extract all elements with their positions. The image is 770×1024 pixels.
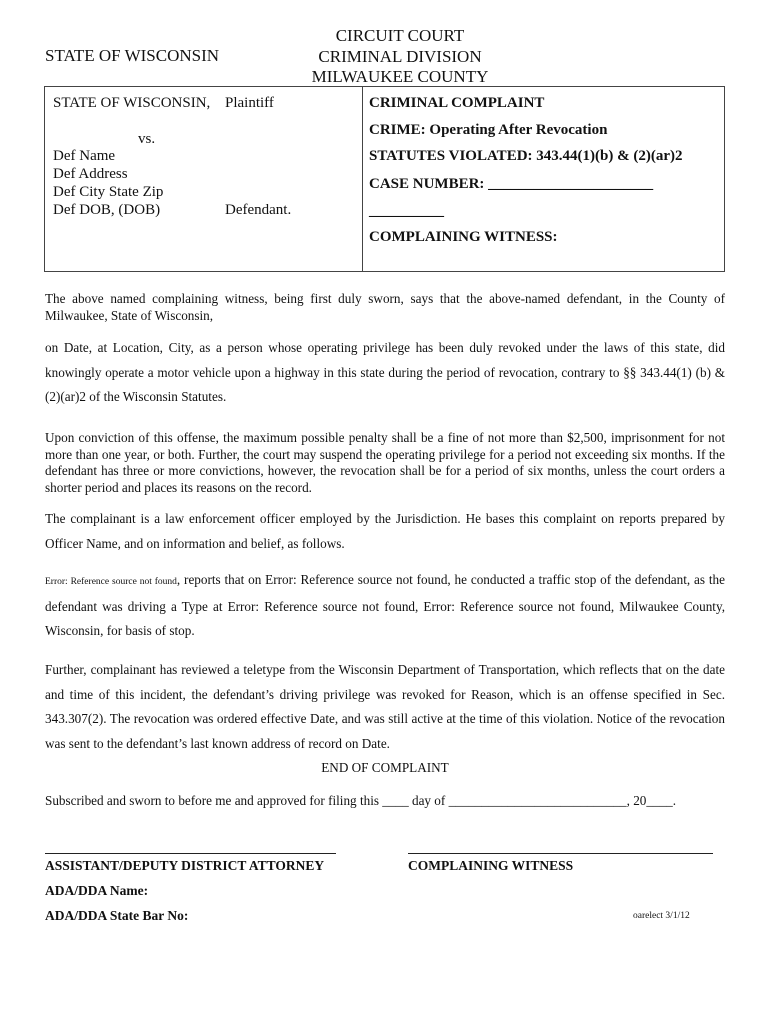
defendant-city: Def City State Zip <box>53 184 164 200</box>
paragraph-traffic-stop <box>45 568 725 644</box>
court-line-1: CIRCUIT COURT <box>335 26 465 45</box>
end-of-complaint: END OF COMPLAINT <box>321 760 449 775</box>
paragraph-teletype: Further, complainant has reviewed a teletype from the Wisconsin Department of Transportation, which reflects that on the date and time of this incident, the defendant’s driving privilege was revoked for Reason, which is an offense specified in Sec. 343.307(2). The revocation was ordered effective Date, and was still active at the time of this violation. Notice of the revocation was sent to the defendant’s last known address of record on Date. <box>45 662 725 751</box>
subscribed-line: Subscribed and sworn to before me and approved for filing this ____ day of ___________________________, 20____. <box>45 793 677 808</box>
court-line-2: CRIMINAL DIVISION <box>318 46 482 66</box>
versus: vs. <box>138 131 156 147</box>
ada-signature-line[interactable] <box>45 853 336 854</box>
case-number: CASE NUMBER: ______________________ <box>369 176 654 192</box>
paragraph-complainant: The complainant is a law enforcement officer employed by the Jurisdiction. He bases this complaint on reports prepared by Officer Name, and on information and belief, as follows. <box>45 511 725 551</box>
witness-title: COMPLAINING WITNESS <box>408 858 574 873</box>
defendant-address: Def Address <box>53 166 128 182</box>
defendant-dob: Def DOB, (DOB) <box>53 202 161 218</box>
paragraph-sworn: The above named complaining witness, being first duly sworn, says that the above-named defendant, in the County of Milwaukee, State of Wisconsin, <box>45 291 725 323</box>
statutes-violated: STATUTES VIOLATED: 343.44(1)(b) & (2)(ar)2 <box>369 148 683 164</box>
crime: CRIME: Operating After Revocation <box>369 122 608 138</box>
caption-divider <box>362 86 363 272</box>
defendant-name: Def Name <box>53 148 116 164</box>
paragraph-offense: on Date, at Location, City, as a person whose operating privilege has been duly revoked under the laws of this state, did knowingly operate a motor vehicle upon a highway in this state during the period of revocation, contrary to §§ 343.44(1) (b) & (2)(ar)2 of the Wisconsin Statutes. <box>45 340 725 404</box>
traffic-stop-text: , reports that on Error: Reference source not found, he conducted a traffic stop of the defendant, as the defendant was driving a Type at Error: Reference source not found, Error: Reference source not found, Milwaukee County, Wisconsin, for basis of stop. <box>45 572 725 638</box>
ada-name-label: ADA/DDA Name: <box>45 883 149 898</box>
complaint-title: CRIMINAL COMPLAINT <box>369 95 545 111</box>
defendant-role: Defendant. <box>225 202 292 218</box>
witness-signature-line[interactable] <box>408 853 713 854</box>
court-heading <box>260 26 540 88</box>
case-number-continued: __________ <box>369 203 444 219</box>
paragraph-penalty: Upon conviction of this offense, the maximum possible penalty shall be a fine of not more than $2,500, imprisonment for not more than one year, or both. Further, the court may suspend the operating privilege for a period not exceeding six months. If the defendant has three or more convictions, however, the revocation shall be for a period of six months, unless the court orders a shorter period and places its reasons on the record. <box>45 430 725 495</box>
ada-title: ASSISTANT/DEPUTY DISTRICT ATTORNEY <box>45 858 325 873</box>
court-line-3: MILWAUKEE COUNTY <box>311 67 489 86</box>
reference-error: Error: Reference source not found <box>45 577 177 587</box>
plaintiff-name: STATE OF WISCONSIN, <box>53 95 211 111</box>
plaintiff-role: Plaintiff <box>225 95 274 111</box>
ada-bar-label: ADA/DDA State Bar No: <box>45 908 189 923</box>
form-code: oarelect 3/1/12 <box>633 911 690 921</box>
complaining-witness-label: COMPLAINING WITNESS: <box>369 229 558 245</box>
header-state: STATE OF WISCONSIN <box>45 46 220 65</box>
